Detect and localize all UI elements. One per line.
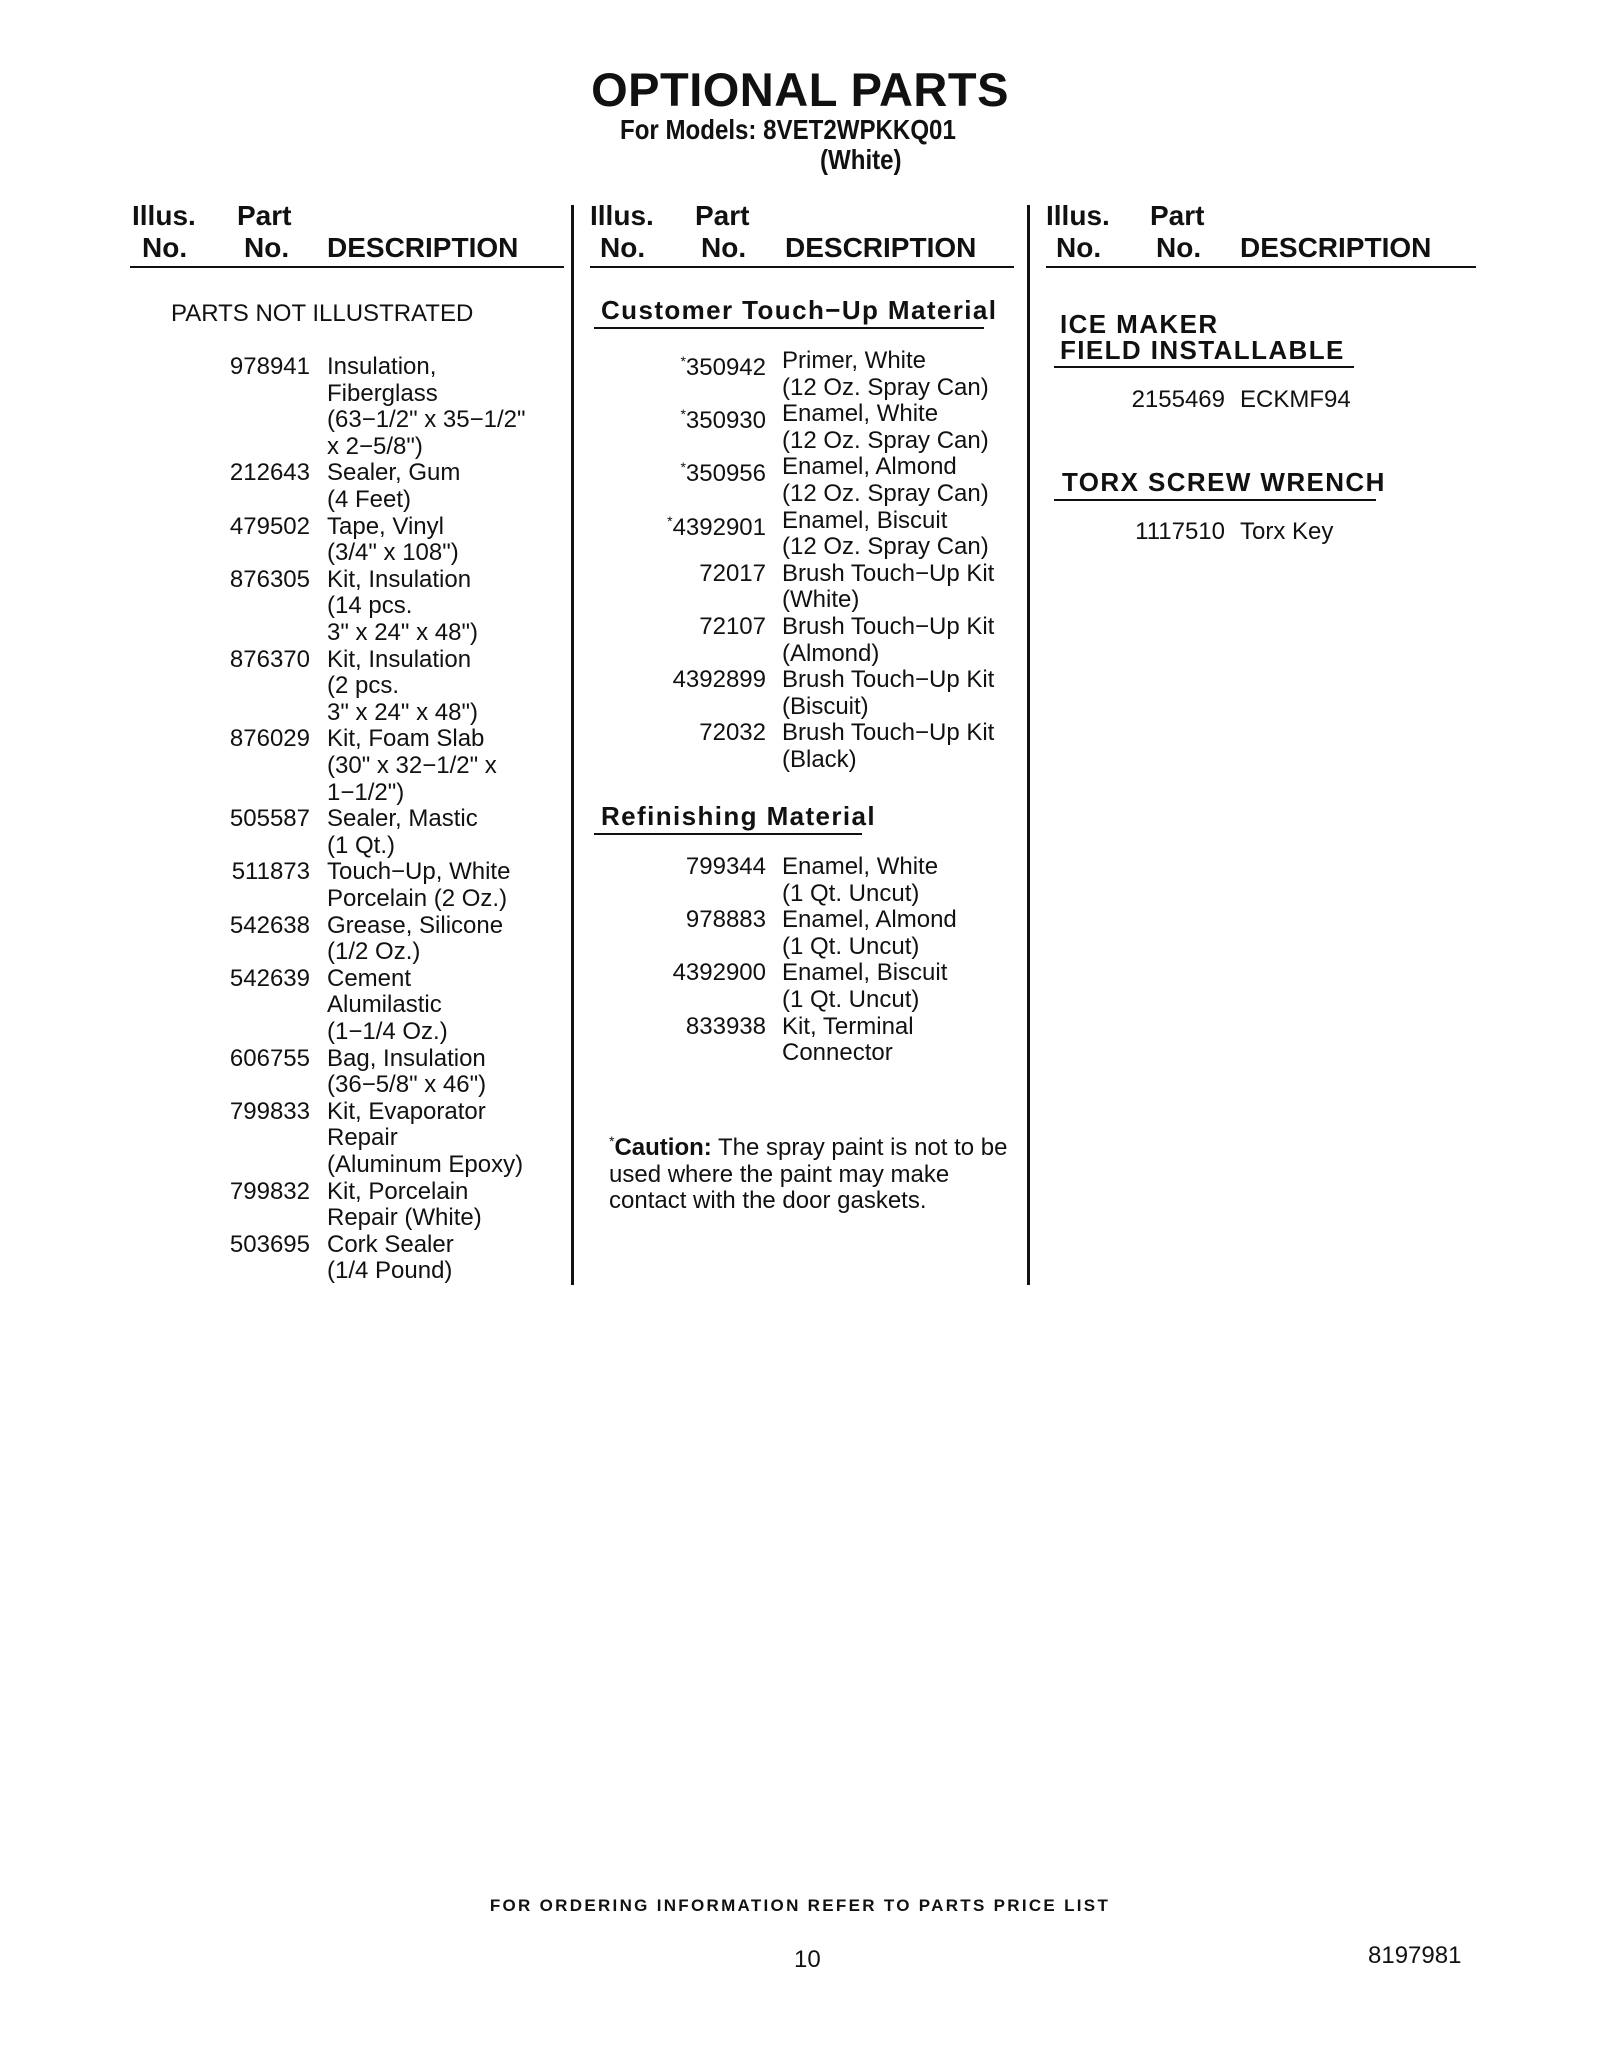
- part-description-line: (12 Oz. Spray Can): [782, 373, 989, 401]
- part-number-value: 511873: [231, 858, 310, 886]
- part-number: [1005, 519, 1225, 546]
- part-description-line: Touch−Up, White: [327, 858, 511, 886]
- part-number-value: 72032: [699, 719, 766, 747]
- part-description-line: Kit, Terminal: [782, 1012, 914, 1040]
- part-description-line: Cement: [327, 964, 412, 992]
- part-description-line: (Almond): [782, 639, 880, 667]
- parts-not-illustrated-heading: PARTS NOT ILLUSTRATED: [171, 300, 474, 327]
- section-title-refinishing: Refinishing Material: [601, 801, 877, 831]
- part-number: [546, 508, 766, 542]
- no-label: No.: [142, 232, 188, 263]
- model-color: (White): [820, 144, 902, 175]
- part-label: Part: [695, 200, 750, 231]
- part-number: [546, 1014, 766, 1041]
- part-description-line: Torx Key: [1240, 518, 1334, 545]
- part-description-line: Enamel, Almond: [782, 453, 957, 481]
- column-header-2: [590, 200, 1014, 268]
- part-number-value: 542638: [229, 911, 310, 939]
- part-description-line: Bag, Insulation: [327, 1044, 486, 1072]
- part-description-line: Brush Touch−Up Kit: [782, 666, 995, 694]
- part-number-value: 799344: [685, 853, 766, 880]
- part-number-value: 876370: [229, 645, 310, 673]
- part-number-value: 4392901: [672, 513, 766, 541]
- part-description-line: (Biscuit): [782, 692, 869, 720]
- part-description-line: Insulation,: [327, 353, 437, 380]
- asterisk-mark: *: [609, 1133, 615, 1149]
- no-label: No.: [600, 232, 646, 263]
- part-number: [546, 854, 766, 881]
- asterisk-mark: *: [680, 459, 686, 476]
- part-number: [546, 960, 766, 987]
- part-number: [90, 966, 310, 993]
- part-number-value: 4392899: [672, 666, 766, 694]
- part-description-line: Enamel, White: [782, 853, 939, 880]
- part-description-line: (63−1/2" x 35−1/2": [327, 406, 526, 434]
- part-description-line: Kit, Insulation: [327, 565, 472, 593]
- part-description-line: Repair: [327, 1124, 398, 1152]
- part-description-line: Kit, Porcelain: [327, 1177, 469, 1205]
- part-description-line: (14 pcs.: [327, 592, 413, 620]
- part-number: [546, 907, 766, 934]
- part-description-line: Enamel, Almond: [782, 906, 957, 934]
- section-underline: [1054, 499, 1376, 501]
- section-title-field-installable: FIELD INSTALLABLE: [1060, 335, 1345, 365]
- part-description-line: Kit, Evaporator: [327, 1097, 486, 1125]
- asterisk-mark: *: [680, 406, 686, 423]
- part-number-value: 833938: [685, 1012, 766, 1040]
- models-line: For Models: 8VET2WPKKQ01: [620, 114, 956, 145]
- part-number-value: 2155469: [1131, 386, 1225, 413]
- description-label: DESCRIPTION: [785, 232, 977, 263]
- part-description-line: Porcelain (2 Oz.): [327, 885, 508, 912]
- part-description-line: (36−5/8" x 46"): [327, 1071, 487, 1099]
- part-number-value: 542639: [229, 964, 310, 992]
- part-description-line: (1 Qt. Uncut): [782, 879, 920, 907]
- asterisk-mark: *: [680, 353, 686, 369]
- part-number-value: 350930: [685, 407, 766, 435]
- part-description-line: Enamel, Biscuit: [782, 959, 948, 987]
- part-label: Part: [237, 200, 292, 231]
- part-number: [90, 859, 310, 886]
- part-number-value: 876029: [229, 725, 310, 753]
- part-description-line: Enamel, White: [782, 400, 939, 428]
- part-number: [546, 454, 766, 488]
- part-description-line: Sealer, Mastic: [327, 805, 478, 833]
- no-label: No.: [701, 232, 747, 263]
- part-number-value: 978883: [685, 906, 766, 934]
- illus-label: Illus.: [132, 200, 196, 231]
- illus-label: Illus.: [1046, 200, 1110, 231]
- part-number-value: 72017: [699, 559, 766, 587]
- page-number: 10: [794, 1946, 821, 1973]
- asterisk-mark: *: [667, 512, 673, 529]
- description-label: DESCRIPTION: [327, 232, 519, 263]
- part-description-line: (4 Feet): [327, 486, 412, 513]
- part-description-line: Enamel, Biscuit: [782, 506, 948, 534]
- part-number: [546, 667, 766, 694]
- section-underline: [1054, 366, 1354, 368]
- part-description-line: Sealer, Gum: [327, 459, 461, 487]
- part-number: [546, 401, 766, 435]
- part-number-value: 4392900: [672, 959, 766, 987]
- part-number-value: 503695: [229, 1230, 310, 1258]
- part-description-line: Brush Touch−Up Kit: [782, 613, 995, 640]
- part-number: [90, 514, 310, 541]
- part-number: [546, 614, 766, 641]
- part-description-line: (Aluminum Epoxy): [327, 1151, 524, 1178]
- caution-text: The spray paint is not to be used where the paint may make contact with the door gaskets.: [609, 1134, 1008, 1215]
- part-number: [90, 726, 310, 753]
- part-description-line: Repair (White): [327, 1204, 482, 1232]
- part-description-line: (1 Qt. Uncut): [782, 932, 920, 960]
- part-description-line: (12 Oz. Spray Can): [782, 480, 989, 507]
- part-number-value: 1117510: [1135, 518, 1225, 545]
- part-description-line: 1−1/2"): [327, 778, 405, 806]
- part-description-line: (1 Qt. Uncut): [782, 986, 920, 1013]
- part-description-line: Kit, Foam Slab: [327, 725, 485, 753]
- part-description-line: (30" x 32−1/2" x: [327, 752, 497, 779]
- part-number-value: 72107: [699, 613, 766, 640]
- document-number: 8197981: [1368, 1942, 1462, 1969]
- part-number: [546, 720, 766, 747]
- part-description-line: (White): [782, 586, 860, 614]
- part-description-line: ECKMF94: [1240, 386, 1351, 413]
- part-number-value: 505587: [229, 805, 310, 833]
- part-number: [90, 806, 310, 833]
- description-label: DESCRIPTION: [1240, 232, 1432, 263]
- ordering-note: FOR ORDERING INFORMATION REFER TO PARTS PRICE LIST: [489, 1896, 1111, 1915]
- part-number-value: 350956: [685, 460, 766, 488]
- part-description-line: Alumilastic: [327, 991, 442, 1019]
- part-description-line: (Black): [782, 746, 857, 773]
- part-number: [90, 1046, 310, 1073]
- part-description-line: Grease, Silicone: [327, 911, 504, 939]
- part-number-value: 876305: [229, 565, 310, 593]
- section-underline: [594, 327, 984, 329]
- part-description-line: Brush Touch−Up Kit: [782, 559, 995, 587]
- part-description-line: 3" x 24" x 48"): [327, 698, 478, 726]
- part-description-line: 3" x 24" x 48"): [327, 619, 478, 646]
- part-description-line: (1−1/4 Oz.): [327, 1018, 448, 1045]
- caution-note: [609, 1128, 1009, 1215]
- part-number: [90, 354, 310, 381]
- part-description-line: Fiberglass: [327, 379, 438, 407]
- column-header-3: [1046, 200, 1476, 268]
- part-number-value: 606755: [229, 1044, 310, 1072]
- part-number: [90, 1099, 310, 1126]
- column-divider: [1027, 205, 1030, 1285]
- section-title-touch-up: Customer Touch−Up Material: [601, 295, 998, 325]
- part-description-line: Brush Touch−Up Kit: [782, 719, 995, 747]
- part-number-value: 799832: [229, 1177, 310, 1205]
- no-label: No.: [1156, 232, 1202, 263]
- part-description-line: Tape, Vinyl: [327, 512, 444, 540]
- part-description-line: (3/4" x 108"): [327, 539, 459, 567]
- column-header-1: [130, 200, 564, 268]
- part-description-line: (2 pcs.: [327, 672, 400, 700]
- page-title: OPTIONAL PARTS: [591, 63, 1009, 116]
- no-label: No.: [1056, 232, 1102, 263]
- section-underline: [594, 833, 862, 835]
- part-description-line: Connector: [782, 1039, 893, 1067]
- part-number: [90, 913, 310, 940]
- part-number-value: 212643: [229, 459, 310, 487]
- caution-label: Caution:: [614, 1134, 712, 1161]
- part-number-value: 978941: [229, 353, 310, 380]
- part-number: [546, 348, 766, 382]
- part-description-line: (12 Oz. Spray Can): [782, 533, 989, 561]
- part-description-line: Primer, White: [782, 347, 927, 374]
- part-description-line: Kit, Insulation: [327, 645, 472, 673]
- part-number: [1005, 387, 1225, 414]
- no-label: No.: [244, 232, 290, 263]
- illus-label: Illus.: [590, 200, 654, 231]
- part-number: [90, 1179, 310, 1206]
- part-description-line: x 2−5/8"): [327, 432, 423, 460]
- part-number: [90, 647, 310, 674]
- part-description-line: (1/4 Pound): [327, 1257, 453, 1285]
- part-number-value: 479502: [229, 512, 310, 540]
- part-number-value: 799833: [229, 1097, 310, 1125]
- part-description-line: Cork Sealer: [327, 1230, 454, 1258]
- part-number-value: 350942: [685, 354, 766, 381]
- part-number: [546, 561, 766, 588]
- part-description-line: (1/2 Oz.): [327, 938, 421, 966]
- part-description-line: (12 Oz. Spray Can): [782, 426, 989, 454]
- part-number: [90, 460, 310, 487]
- section-title-torx: TORX SCREW WRENCH: [1062, 467, 1386, 497]
- section-title-ice-maker: ICE MAKER: [1060, 309, 1219, 339]
- part-number: [90, 567, 310, 594]
- part-description-line: (1 Qt.): [327, 831, 396, 859]
- part-label: Part: [1150, 200, 1205, 231]
- part-number: [90, 1232, 310, 1259]
